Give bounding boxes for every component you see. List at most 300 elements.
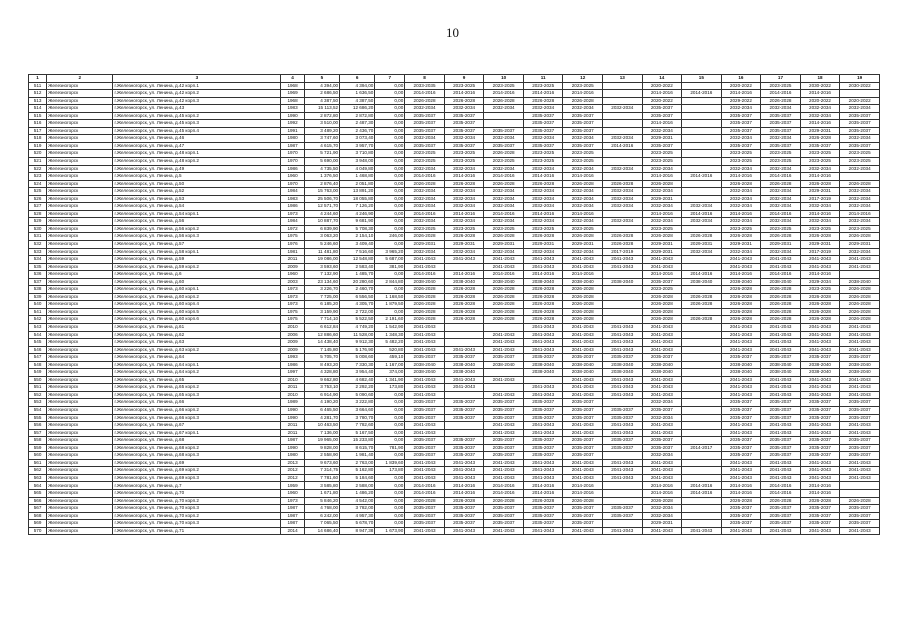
table-cell: 2041-2043: [405, 331, 445, 339]
table-cell: 2014-2016: [642, 173, 682, 181]
table-cell: 2035-2037: [523, 112, 563, 120]
table-cell: 2023-2025: [563, 150, 603, 158]
table-cell: 2041-2043: [682, 527, 722, 535]
table-cell: 555: [29, 414, 47, 422]
table-cell: 518: [29, 135, 47, 143]
table-cell: 2 051,80: [340, 180, 375, 188]
table-cell: Железногорск: [47, 165, 113, 173]
column-header: 7: [375, 75, 405, 83]
table-cell: 552: [29, 391, 47, 399]
table-cell: г.Железногорск, ул. Ленина, д.70: [113, 490, 281, 498]
table-cell: 2014-2016: [444, 173, 484, 181]
table-cell: 2035-2037: [721, 520, 761, 528]
table-row: [29, 112, 880, 120]
table-cell: 2041-2043: [563, 346, 603, 354]
table-cell: 2041-2043: [800, 429, 840, 437]
table-cell: 565: [29, 490, 47, 498]
table-cell: 1993: [281, 354, 305, 362]
table-cell: 0,00: [375, 520, 405, 528]
table-row: [29, 308, 880, 316]
table-cell: 2035-2037: [840, 414, 880, 422]
table-cell: г.Железногорск, ул. Ленина, д.6: [113, 271, 281, 279]
table-cell: г.Железногорск, ул. Ленина, д.56 корп.2: [113, 225, 281, 233]
table-cell: 2014-2016: [642, 490, 682, 498]
table-cell: 0,00: [375, 173, 405, 181]
table-row: [29, 527, 880, 535]
table-row: [29, 210, 880, 218]
table-cell: 2012: [281, 467, 305, 475]
table-cell: 2014-2016: [563, 482, 603, 490]
table-cell: 2026-2028: [484, 180, 524, 188]
table-cell: 2041-2043: [484, 467, 524, 475]
table-cell: 2014-2016: [523, 173, 563, 181]
table-cell: 2035-2037: [642, 278, 682, 286]
table-cell: 2023-2025: [484, 157, 524, 165]
table-cell: 0,00: [375, 157, 405, 165]
table-cell: 2032-2034: [682, 248, 722, 256]
table-cell: 524: [29, 180, 47, 188]
table-cell: 2032-2034: [563, 135, 603, 143]
table-cell: 246,00: [375, 233, 405, 241]
table-cell: 1983: [281, 195, 305, 203]
table-cell: 1987: [281, 505, 305, 513]
table-cell: 2026-2028: [761, 497, 801, 505]
table-cell: 7 314,75: [304, 467, 339, 475]
table-cell: 0,00: [375, 195, 405, 203]
table-cell: 2 844,80: [375, 278, 405, 286]
table-cell: 567: [29, 505, 47, 513]
table-cell: 2032-2034: [405, 105, 445, 113]
table-cell: 2032-2034: [603, 203, 643, 211]
table-cell: 2041-2043: [405, 527, 445, 535]
table-cell: 5 008,60: [340, 354, 375, 362]
table-cell: 537: [29, 278, 47, 286]
table-cell: 2 686,50: [304, 90, 339, 98]
table-cell: 2026-2028: [682, 293, 722, 301]
table-cell: 2026-2028: [800, 301, 840, 309]
table-cell: 2041-2043: [761, 256, 801, 264]
table-cell: 2 487,30: [340, 120, 375, 128]
table-cell: г.Железногорск, ул. Ленина, д.43: [113, 105, 281, 113]
table-row: [29, 157, 880, 165]
table-row: [29, 520, 880, 528]
table-row: [29, 286, 880, 294]
table-cell: 2026-2028: [563, 97, 603, 105]
table-cell: 2010: [281, 324, 305, 332]
table-cell: 2014-2016: [721, 482, 761, 490]
table-cell: [603, 301, 643, 309]
table-cell: 2032-2034: [523, 188, 563, 196]
table-cell: 2014-2016: [642, 271, 682, 279]
table-cell: 563: [29, 474, 47, 482]
table-cell: 2035-2037: [840, 399, 880, 407]
table-cell: 2035-2037: [563, 505, 603, 513]
table-cell: 2032-2034: [840, 165, 880, 173]
table-cell: г.Железногорск, ул. Ленина, д.57: [113, 240, 281, 248]
table-cell: 9 673,60: [304, 459, 339, 467]
table-cell: 1968: [281, 82, 305, 90]
table-cell: 2023-2025: [405, 157, 445, 165]
table-cell: 7 714,10: [304, 316, 339, 324]
table-cell: 2041-2043: [444, 527, 484, 535]
table-cell: Железногорск: [47, 452, 113, 460]
table-cell: 2014-2016: [642, 90, 682, 98]
table-cell: г.Железногорск, ул. Ленина, д.48 корп.2: [113, 157, 281, 165]
table-cell: 2035-2037: [721, 512, 761, 520]
table-cell: 2032-2034: [840, 105, 880, 113]
table-cell: 548: [29, 361, 47, 369]
table-cell: Железногорск: [47, 210, 113, 218]
table-cell: 2041-2043: [761, 391, 801, 399]
table-cell: 3 226,70: [304, 286, 339, 294]
table-cell: 4 305,70: [340, 301, 375, 309]
table-cell: 2026-2028: [523, 308, 563, 316]
table-cell: г.Железногорск, ул. Ленина, д.66 корп.2: [113, 407, 281, 415]
table-cell: г.Железногорск, ул. Ленина, д.5: [113, 173, 281, 181]
table-cell: 8 615,70: [340, 444, 375, 452]
table-cell: 2026-2028: [563, 180, 603, 188]
table-cell: 2026-2028: [405, 308, 445, 316]
table-cell: 2014-2016: [800, 90, 840, 98]
table-cell: 10 463,50: [304, 422, 339, 430]
table-cell: 2041-2043: [563, 527, 603, 535]
table-cell: 2035-2037: [523, 127, 563, 135]
table-cell: 2041-2043: [484, 527, 524, 535]
table-cell: 2032-2034: [721, 248, 761, 256]
table-row: [29, 407, 880, 415]
table-cell: 2041-2043: [761, 346, 801, 354]
table-cell: г.Железногорск, ул. Ленина, д.64: [113, 354, 281, 362]
table-cell: 2032-2034: [444, 218, 484, 226]
table-cell: 2035-2037: [444, 354, 484, 362]
table-cell: 2041-2043: [800, 376, 840, 384]
table-cell: 2013: [281, 459, 305, 467]
table-cell: 2035-2037: [761, 437, 801, 445]
table-cell: 2035-2037: [523, 399, 563, 407]
table-cell: 2035-2037: [405, 452, 445, 460]
table-cell: 560: [29, 452, 47, 460]
table-cell: 2029-2031: [523, 240, 563, 248]
table-cell: 1980: [281, 452, 305, 460]
table-cell: Железногорск: [47, 391, 113, 399]
table-cell: 2035-2037: [642, 112, 682, 120]
table-cell: 2035-2037: [405, 407, 445, 415]
table-cell: 2041-2043: [405, 459, 445, 467]
table-cell: 2026-2028: [484, 97, 524, 105]
table-cell: 2032-2034: [642, 512, 682, 520]
table-cell: 2026-2028: [523, 316, 563, 324]
table-cell: 1960: [281, 173, 305, 181]
table-cell: 2035-2037: [523, 444, 563, 452]
table-cell: 2026-2028: [682, 301, 722, 309]
table-cell: 2032-2034: [642, 127, 682, 135]
column-header: 9: [444, 75, 484, 83]
table-cell: 2041-2043: [642, 429, 682, 437]
table-cell: Железногорск: [47, 339, 113, 347]
table-cell: 1960: [281, 271, 305, 279]
table-cell: г.Железногорск, ул. Ленина, д.63: [113, 339, 281, 347]
table-cell: г.Железногорск, ул. Ленина, д.45 корп.3: [113, 120, 281, 128]
table-cell: 2035-2037: [563, 120, 603, 128]
table-cell: 0,00: [375, 512, 405, 520]
table-cell: 2041-2043: [484, 376, 524, 384]
table-cell: Железногорск: [47, 384, 113, 392]
table-cell: 19 965,00: [304, 437, 339, 445]
table-cell: 2035-2037: [405, 444, 445, 452]
table-cell: 2032-2034: [642, 414, 682, 422]
table-cell: [682, 127, 722, 135]
table-cell: г.Железногорск, ул. Ленина, д.66: [113, 399, 281, 407]
table-cell: 2026-2028: [840, 308, 880, 316]
table-cell: 0,00: [375, 240, 405, 248]
table-cell: 13 891,20: [340, 188, 375, 196]
table-cell: 2035-2037: [800, 399, 840, 407]
table-cell: 2041-2043: [761, 339, 801, 347]
table-cell: 2035-2037: [761, 444, 801, 452]
table-cell: [682, 97, 722, 105]
table-cell: 6 185,20: [304, 301, 339, 309]
table-cell: 1984: [281, 218, 305, 226]
table-cell: 2035-2037: [444, 142, 484, 150]
table-cell: 2014-2016: [761, 210, 801, 218]
table-cell: 2032-2034: [603, 135, 643, 143]
table-cell: г.Железногорск, ул. Ленина, д.69 корп.3: [113, 474, 281, 482]
table-cell: [444, 331, 484, 339]
table-cell: 2026-2028: [761, 180, 801, 188]
table-cell: 558: [29, 437, 47, 445]
table-cell: 2035-2037: [761, 505, 801, 513]
table-cell: 2032-2034: [840, 135, 880, 143]
table-cell: 0,00: [375, 180, 405, 188]
table-cell: 0,00: [375, 90, 405, 98]
table-cell: Железногорск: [47, 90, 113, 98]
table-cell: 2035-2037: [405, 437, 445, 445]
table-cell: 2035-2037: [642, 105, 682, 113]
table-cell: 2035-2037: [721, 505, 761, 513]
table-cell: г.Железногорск, ул. Ленина, д.67: [113, 422, 281, 430]
table-cell: 2035-2037: [405, 120, 445, 128]
table-cell: 2035-2037: [523, 414, 563, 422]
table-cell: 18 055,80: [340, 195, 375, 203]
table-body: [29, 82, 880, 535]
table-cell: 381,90: [375, 263, 405, 271]
table-cell: 2041-2043: [642, 256, 682, 264]
table-cell: [682, 135, 722, 143]
table-cell: г.Железногорск, ул. Ленина, д.48 корп.1: [113, 150, 281, 158]
table-cell: 533: [29, 248, 47, 256]
table-cell: 2026-2028: [484, 497, 524, 505]
table-row: [29, 120, 880, 128]
table-cell: 2035-2037: [603, 414, 643, 422]
table-cell: [682, 180, 722, 188]
table-cell: [682, 150, 722, 158]
column-header: 17: [761, 75, 801, 83]
table-cell: 1973: [281, 286, 305, 294]
table-cell: 2026-2028: [642, 497, 682, 505]
table-cell: 2023-2025: [721, 225, 761, 233]
table-cell: 2041-2043: [721, 324, 761, 332]
table-cell: 2026-2028: [444, 301, 484, 309]
table-cell: 2038-2040: [642, 361, 682, 369]
table-cell: 2041-2043: [800, 324, 840, 332]
table-cell: 512: [29, 90, 47, 98]
table-cell: 2026-2028: [721, 316, 761, 324]
table-cell: 1 673,90: [375, 527, 405, 535]
table-cell: 12 686,20: [340, 105, 375, 113]
table-cell: 2026-2028: [563, 308, 603, 316]
table-cell: 2041-2043: [405, 256, 445, 264]
table-cell: 2035-2037: [563, 444, 603, 452]
table-cell: 2032-2034: [444, 135, 484, 143]
table-cell: 2035-2037: [563, 520, 603, 528]
table-cell: 546: [29, 346, 47, 354]
table-row: [29, 467, 880, 475]
table-cell: 2035-2037: [563, 407, 603, 415]
table-cell: г.Железногорск, ул. Ленина, д.70 корп.2: [113, 512, 281, 520]
table-cell: 2026-2028: [523, 233, 563, 241]
table-cell: Железногорск: [47, 97, 113, 105]
table-cell: 2032-2034: [761, 248, 801, 256]
table-cell: 6 556,50: [340, 293, 375, 301]
table-cell: 2014-2016: [563, 271, 603, 279]
table-cell: 2041-2043: [642, 422, 682, 430]
table-cell: 2041-2043: [721, 256, 761, 264]
table-cell: [682, 376, 722, 384]
table-cell: 2035-2037: [800, 407, 840, 415]
table-cell: [840, 90, 880, 98]
table-cell: 9 912,30: [340, 339, 375, 347]
table-cell: 2041-2043: [840, 339, 880, 347]
table-cell: 2 154,10: [340, 233, 375, 241]
table-cell: 1959: [281, 482, 305, 490]
table-cell: Железногорск: [47, 233, 113, 241]
table-cell: 7 126,20: [340, 203, 375, 211]
table-cell: 2041-2043: [444, 467, 484, 475]
table-row: [29, 263, 880, 271]
table-cell: Железногорск: [47, 474, 113, 482]
table-cell: 2038-2040: [761, 369, 801, 377]
table-cell: 2041-2043: [603, 429, 643, 437]
table-row: [29, 384, 880, 392]
table-cell: 2041-2043: [800, 346, 840, 354]
table-cell: 2026-2028: [721, 293, 761, 301]
table-cell: [682, 263, 722, 271]
table-cell: 2029-2031: [642, 135, 682, 143]
table-cell: 1983: [281, 105, 305, 113]
table-cell: 532: [29, 240, 47, 248]
table-cell: 3 782,00: [340, 505, 375, 513]
table-cell: 4 049,80: [340, 165, 375, 173]
table-row: [29, 301, 880, 309]
table-cell: Железногорск: [47, 120, 113, 128]
table-cell: 0,00: [375, 150, 405, 158]
table-cell: 4 682,40: [340, 376, 375, 384]
table-cell: 2035-2037: [761, 127, 801, 135]
table-cell: 2023-2025: [484, 225, 524, 233]
table-cell: 2035-2037: [523, 142, 563, 150]
table-cell: Железногорск: [47, 105, 113, 113]
table-cell: 2026-2028: [840, 301, 880, 309]
table-cell: 2014-2016: [800, 271, 840, 279]
table-cell: [682, 399, 722, 407]
table-cell: 2038-2040: [563, 361, 603, 369]
table-cell: 2041-2043: [761, 527, 801, 535]
table-cell: 0,00: [375, 271, 405, 279]
table-cell: 2023-2025: [523, 157, 563, 165]
table-cell: 542: [29, 316, 47, 324]
table-cell: 2026-2028: [523, 301, 563, 309]
table-cell: 2014-2016: [444, 490, 484, 498]
table-cell: 2035-2037: [761, 120, 801, 128]
table-cell: 2041-2043: [761, 331, 801, 339]
table-cell: 2038-2040: [563, 369, 603, 377]
table-cell: 2041-2043: [484, 459, 524, 467]
table-cell: 2026-2028: [642, 308, 682, 316]
table-cell: 2035-2037: [484, 444, 524, 452]
table-cell: 2035-2037: [444, 512, 484, 520]
table-cell: 2026-2028: [484, 293, 524, 301]
table-cell: 2032-2034: [444, 188, 484, 196]
table-cell: 2038-2040: [682, 278, 722, 286]
table-cell: 2038-2040: [523, 369, 563, 377]
table-cell: 2014-2016: [405, 173, 445, 181]
table-cell: 15 113,52: [304, 105, 339, 113]
table-cell: Железногорск: [47, 173, 113, 181]
table-cell: 2035-2037: [761, 520, 801, 528]
table-cell: 4 394,00: [304, 82, 339, 90]
table-cell: 4 387,50: [340, 97, 375, 105]
table-cell: 2029-2031: [682, 240, 722, 248]
table-cell: 2041-2043: [563, 429, 603, 437]
table-cell: 8 493,20: [304, 361, 339, 369]
table-cell: 2020-2022: [840, 97, 880, 105]
table-cell: 2017-2019: [800, 248, 840, 256]
table-cell: 514: [29, 105, 47, 113]
table-cell: 2041-2043: [800, 467, 840, 475]
table-cell: 2041-2043: [444, 459, 484, 467]
table-cell: 2041-2043: [840, 429, 880, 437]
table-row: [29, 127, 880, 135]
table-cell: 2035-2037: [603, 437, 643, 445]
table-cell: 2035-2037: [642, 354, 682, 362]
table-cell: 2032-2034: [840, 218, 880, 226]
table-cell: 1975: [281, 233, 305, 241]
table-cell: 2041-2043: [484, 339, 524, 347]
table-cell: 2014-2016: [444, 482, 484, 490]
table-row: [29, 391, 880, 399]
table-cell: 2032-2034: [484, 135, 524, 143]
table-cell: г.Железногорск, ул. Ленина, д.64 корп.2: [113, 369, 281, 377]
table-cell: 1986: [281, 203, 305, 211]
table-cell: 2035-2037: [484, 512, 524, 520]
table-row: [29, 293, 880, 301]
table-cell: 5 721,90: [304, 150, 339, 158]
table-cell: 522: [29, 165, 47, 173]
table-cell: 2032-2034: [642, 203, 682, 211]
table-cell: 5 690,00: [304, 157, 339, 165]
table-cell: Железногорск: [47, 203, 113, 211]
column-header: 1: [29, 75, 47, 83]
table-cell: Железногорск: [47, 376, 113, 384]
table-cell: 2020-2022: [800, 97, 840, 105]
table-cell: 2026-2028: [444, 286, 484, 294]
table-cell: 2035-2037: [484, 142, 524, 150]
table-cell: 7 330,30: [340, 361, 375, 369]
table-cell: [603, 173, 643, 181]
table-row: [29, 452, 880, 460]
table-cell: 2014-2016: [484, 90, 524, 98]
table-cell: 0,00: [375, 490, 405, 498]
